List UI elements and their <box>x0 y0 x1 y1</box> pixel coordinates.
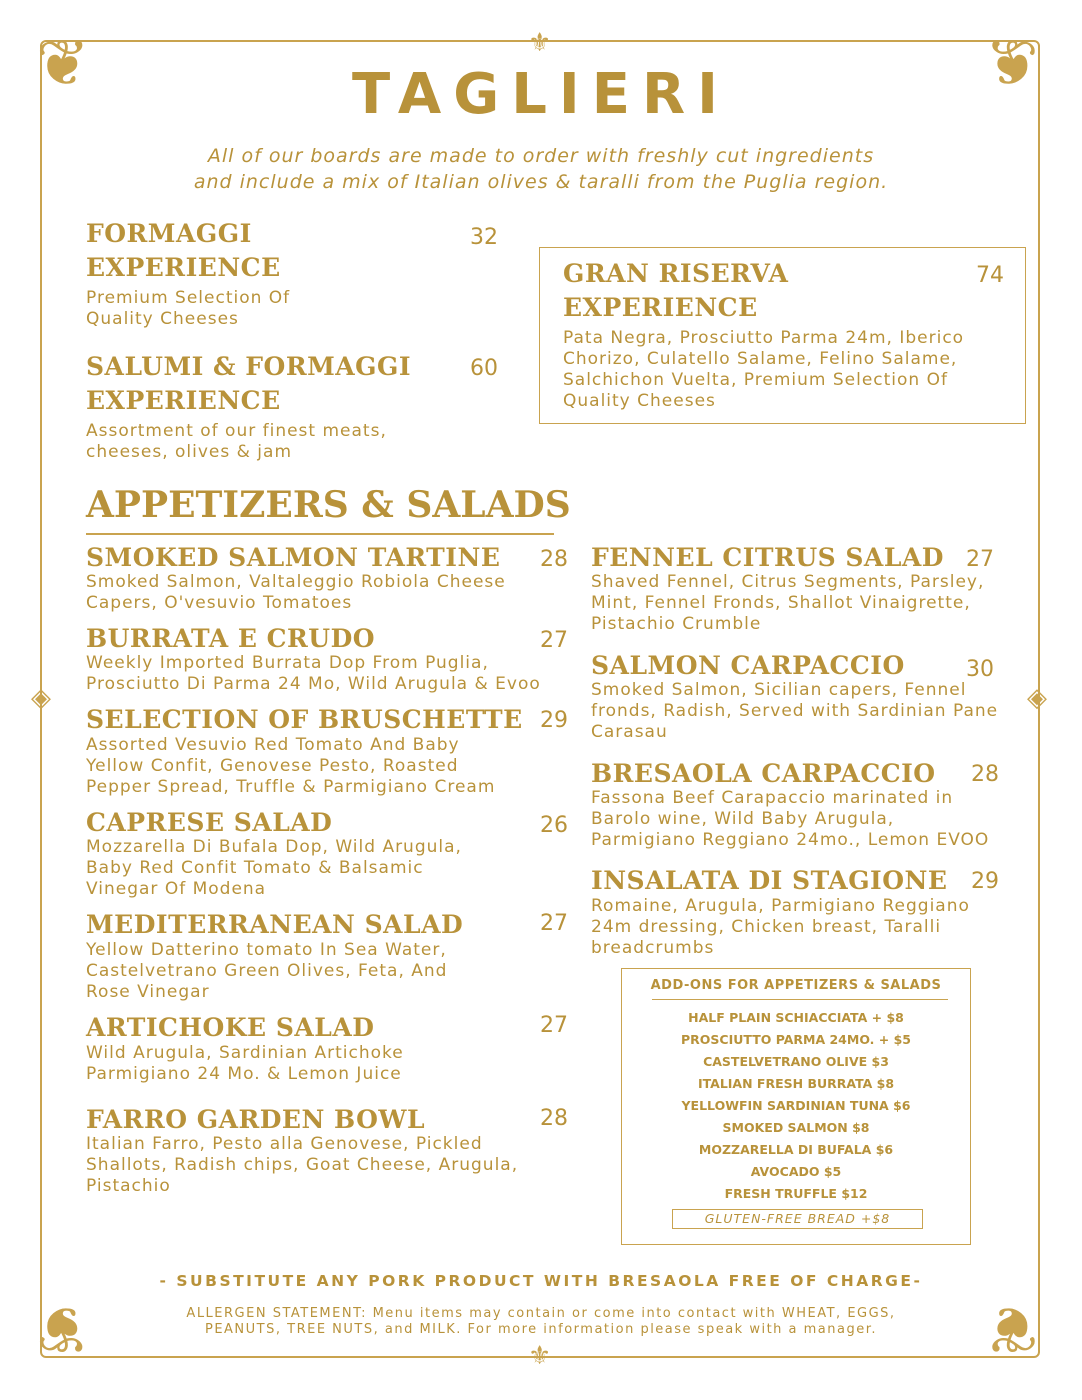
addons-box <box>621 968 971 1245</box>
board-price: 60 <box>470 356 498 381</box>
addon-item: SMOKED SALMON $8 <box>722 1120 870 1135</box>
section-divider <box>86 533 554 535</box>
menu-item-price: 29 <box>540 708 568 733</box>
board-name: FORMAGGI EXPERIENCE <box>86 219 281 282</box>
menu-item-description: Mozzarella Di Bufala Dop, Wild Arugula, Baby Red Confit Tomato & Balsamic Vinegar Of Modena <box>86 837 462 899</box>
addon-item: CASTELVETRANO OLIVE $3 <box>703 1054 889 1069</box>
addons-list <box>622 1007 970 1205</box>
menu-item-price: 27 <box>966 547 994 572</box>
board-name: GRAN RISERVA EXPERIENCE <box>563 259 789 322</box>
menu-item-name: SALMON CARPACCIO <box>591 651 905 680</box>
menu-item-price: 29 <box>971 869 999 894</box>
corner-flourish-icon: ❦ <box>985 27 1039 101</box>
board-price: 32 <box>470 225 498 250</box>
addon-item: AVOCADO $5 <box>750 1164 842 1179</box>
board-name: SALUMI & FORMAGGI EXPERIENCE <box>86 352 412 415</box>
intro-line-2: and include a mix of Italian olives & taralli from the Puglia region. <box>193 171 889 193</box>
fleur-ornament-icon: ◈ <box>1027 683 1047 713</box>
board-description: Assortment of our finest meats, cheeses, olives & jam <box>86 421 387 462</box>
menu-item-price: 27 <box>540 628 568 653</box>
corner-flourish-icon: ❦ <box>36 1291 90 1365</box>
menu-item-description: Shaved Fennel, Citrus Segments, Parsley, Mint, Fennel Fronds, Shallot Vinaigrette, Pistachio Crumble <box>591 572 985 634</box>
menu-item-name: BURRATA E CRUDO <box>86 624 376 653</box>
page-title: TAGLIERI <box>352 62 730 127</box>
menu-item-name: CAPRESE SALAD <box>86 808 333 837</box>
menu-item-description: Yellow Datterino tomato In Sea Water, Castelvetrano Green Olives, Feta, And Rose Vinegar <box>86 940 448 1002</box>
fleur-ornament-icon: ◈ <box>31 683 51 713</box>
menu-item-description: Smoked Salmon, Valtaleggio Robiola Cheese Capers, O'vesuvio Tomatoes <box>86 572 506 613</box>
addons-divider <box>652 999 948 1000</box>
menu-item-description: Weekly Imported Burrata Dop From Puglia, Prosciutto Di Parma 24 Mo, Wild Arugula & Evoo <box>86 653 541 694</box>
menu-item-name: BRESAOLA CARPACCIO <box>591 759 936 788</box>
addon-item: PROSCIUTTO PARMA 24MO. + $5 <box>681 1032 911 1047</box>
fleur-ornament-icon: ⚜ <box>528 28 552 58</box>
menu-item-price: 28 <box>540 1106 568 1131</box>
menu-item-price: 30 <box>966 657 994 682</box>
menu-item-name: FENNEL CITRUS SALAD <box>591 543 944 572</box>
corner-flourish-icon: ❦ <box>36 27 90 101</box>
menu-item-name: MEDITERRANEAN SALAD <box>86 910 464 939</box>
menu-item-price: 27 <box>540 1013 568 1038</box>
substitute-note: - SUBSTITUTE ANY PORK PRODUCT WITH BRESAOLA FREE OF CHARGE- <box>159 1272 923 1290</box>
menu-item-price: 27 <box>540 911 568 936</box>
menu-item-description: Assorted Vesuvio Red Tomato And Baby Yellow Confit, Genovese Pesto, Roasted Pepper Spread, Truffle & Parmigiano Cream <box>86 735 496 797</box>
addon-item: MOZZARELLA DI BUFALA $6 <box>698 1142 894 1157</box>
board-description: Premium Selection Of Quality Cheeses <box>86 288 291 329</box>
menu-item-description: Romaine, Arugula, Parmigiano Reggiano 24m dressing, Chicken breast, Taralli breadcrumbs <box>591 896 970 958</box>
addon-item: ITALIAN FRESH BURRATA $8 <box>697 1076 895 1091</box>
menu-item-description: Italian Farro, Pesto alla Genovese, Pickled Shallots, Radish chips, Goat Cheese, Arugula, Pistachio <box>86 1134 519 1196</box>
board-description: Pata Negra, Prosciutto Parma 24m, Iberico Chorizo, Culatello Salame, Felino Salame, Salchichon Vuelta, Premium Selection Of Quality Cheeses <box>563 328 965 411</box>
menu-item-description: Smoked Salmon, Sicilian capers, Fennel fronds, Radish, Served with Sardinian Pane Carasau <box>591 680 999 742</box>
menu-item-description: Wild Arugula, Sardinian Artichoke Parmigiano 24 Mo. & Lemon Juice <box>86 1043 404 1084</box>
menu-item-price: 28 <box>971 762 999 787</box>
menu-item-name: SMOKED SALMON TARTINE <box>86 543 501 572</box>
intro-line-1: All of our boards are made to order with freshly cut ingredients <box>207 145 875 167</box>
fleur-ornament-icon: ⚜ <box>528 1341 552 1371</box>
menu-item-name: INSALATA DI STAGIONE <box>591 866 948 895</box>
menu-item-price: 28 <box>540 547 568 572</box>
menu-item-name: SELECTION OF BRUSCHETTE <box>86 705 523 734</box>
corner-flourish-icon: ❦ <box>985 1291 1039 1365</box>
section-title: APPETIZERS & SALADS <box>86 484 571 526</box>
addon-item: FRESH TRUFFLE $12 <box>724 1186 868 1201</box>
addon-item: HALF PLAIN SCHIACCIATA + $8 <box>688 1010 904 1025</box>
board-price: 74 <box>976 263 1004 288</box>
gluten-free-note: GLUTEN-FREE BREAD +$8 <box>672 1209 923 1229</box>
menu-item-name: FARRO GARDEN BOWL <box>86 1105 426 1134</box>
menu-item-description: Fassona Beef Carapaccio marinated in Barolo wine, Wild Baby Arugula, Parmigiano Reggiano 24mo., Lemon EVOO <box>591 788 990 850</box>
addon-item: YELLOWFIN SARDINIAN TUNA $6 <box>681 1098 911 1113</box>
addons-title: ADD-ONS FOR APPETIZERS & SALADS <box>650 978 942 993</box>
menu-item-price: 26 <box>540 813 568 838</box>
menu-item-name: ARTICHOKE SALAD <box>86 1013 375 1042</box>
allergen-statement: ALLERGEN STATEMENT: Menu items may contain or come into contact with WHEAT, EGGS, PEANUTS, TREE NUTS, and MILK. For more information please speak with a manager. <box>186 1306 896 1337</box>
